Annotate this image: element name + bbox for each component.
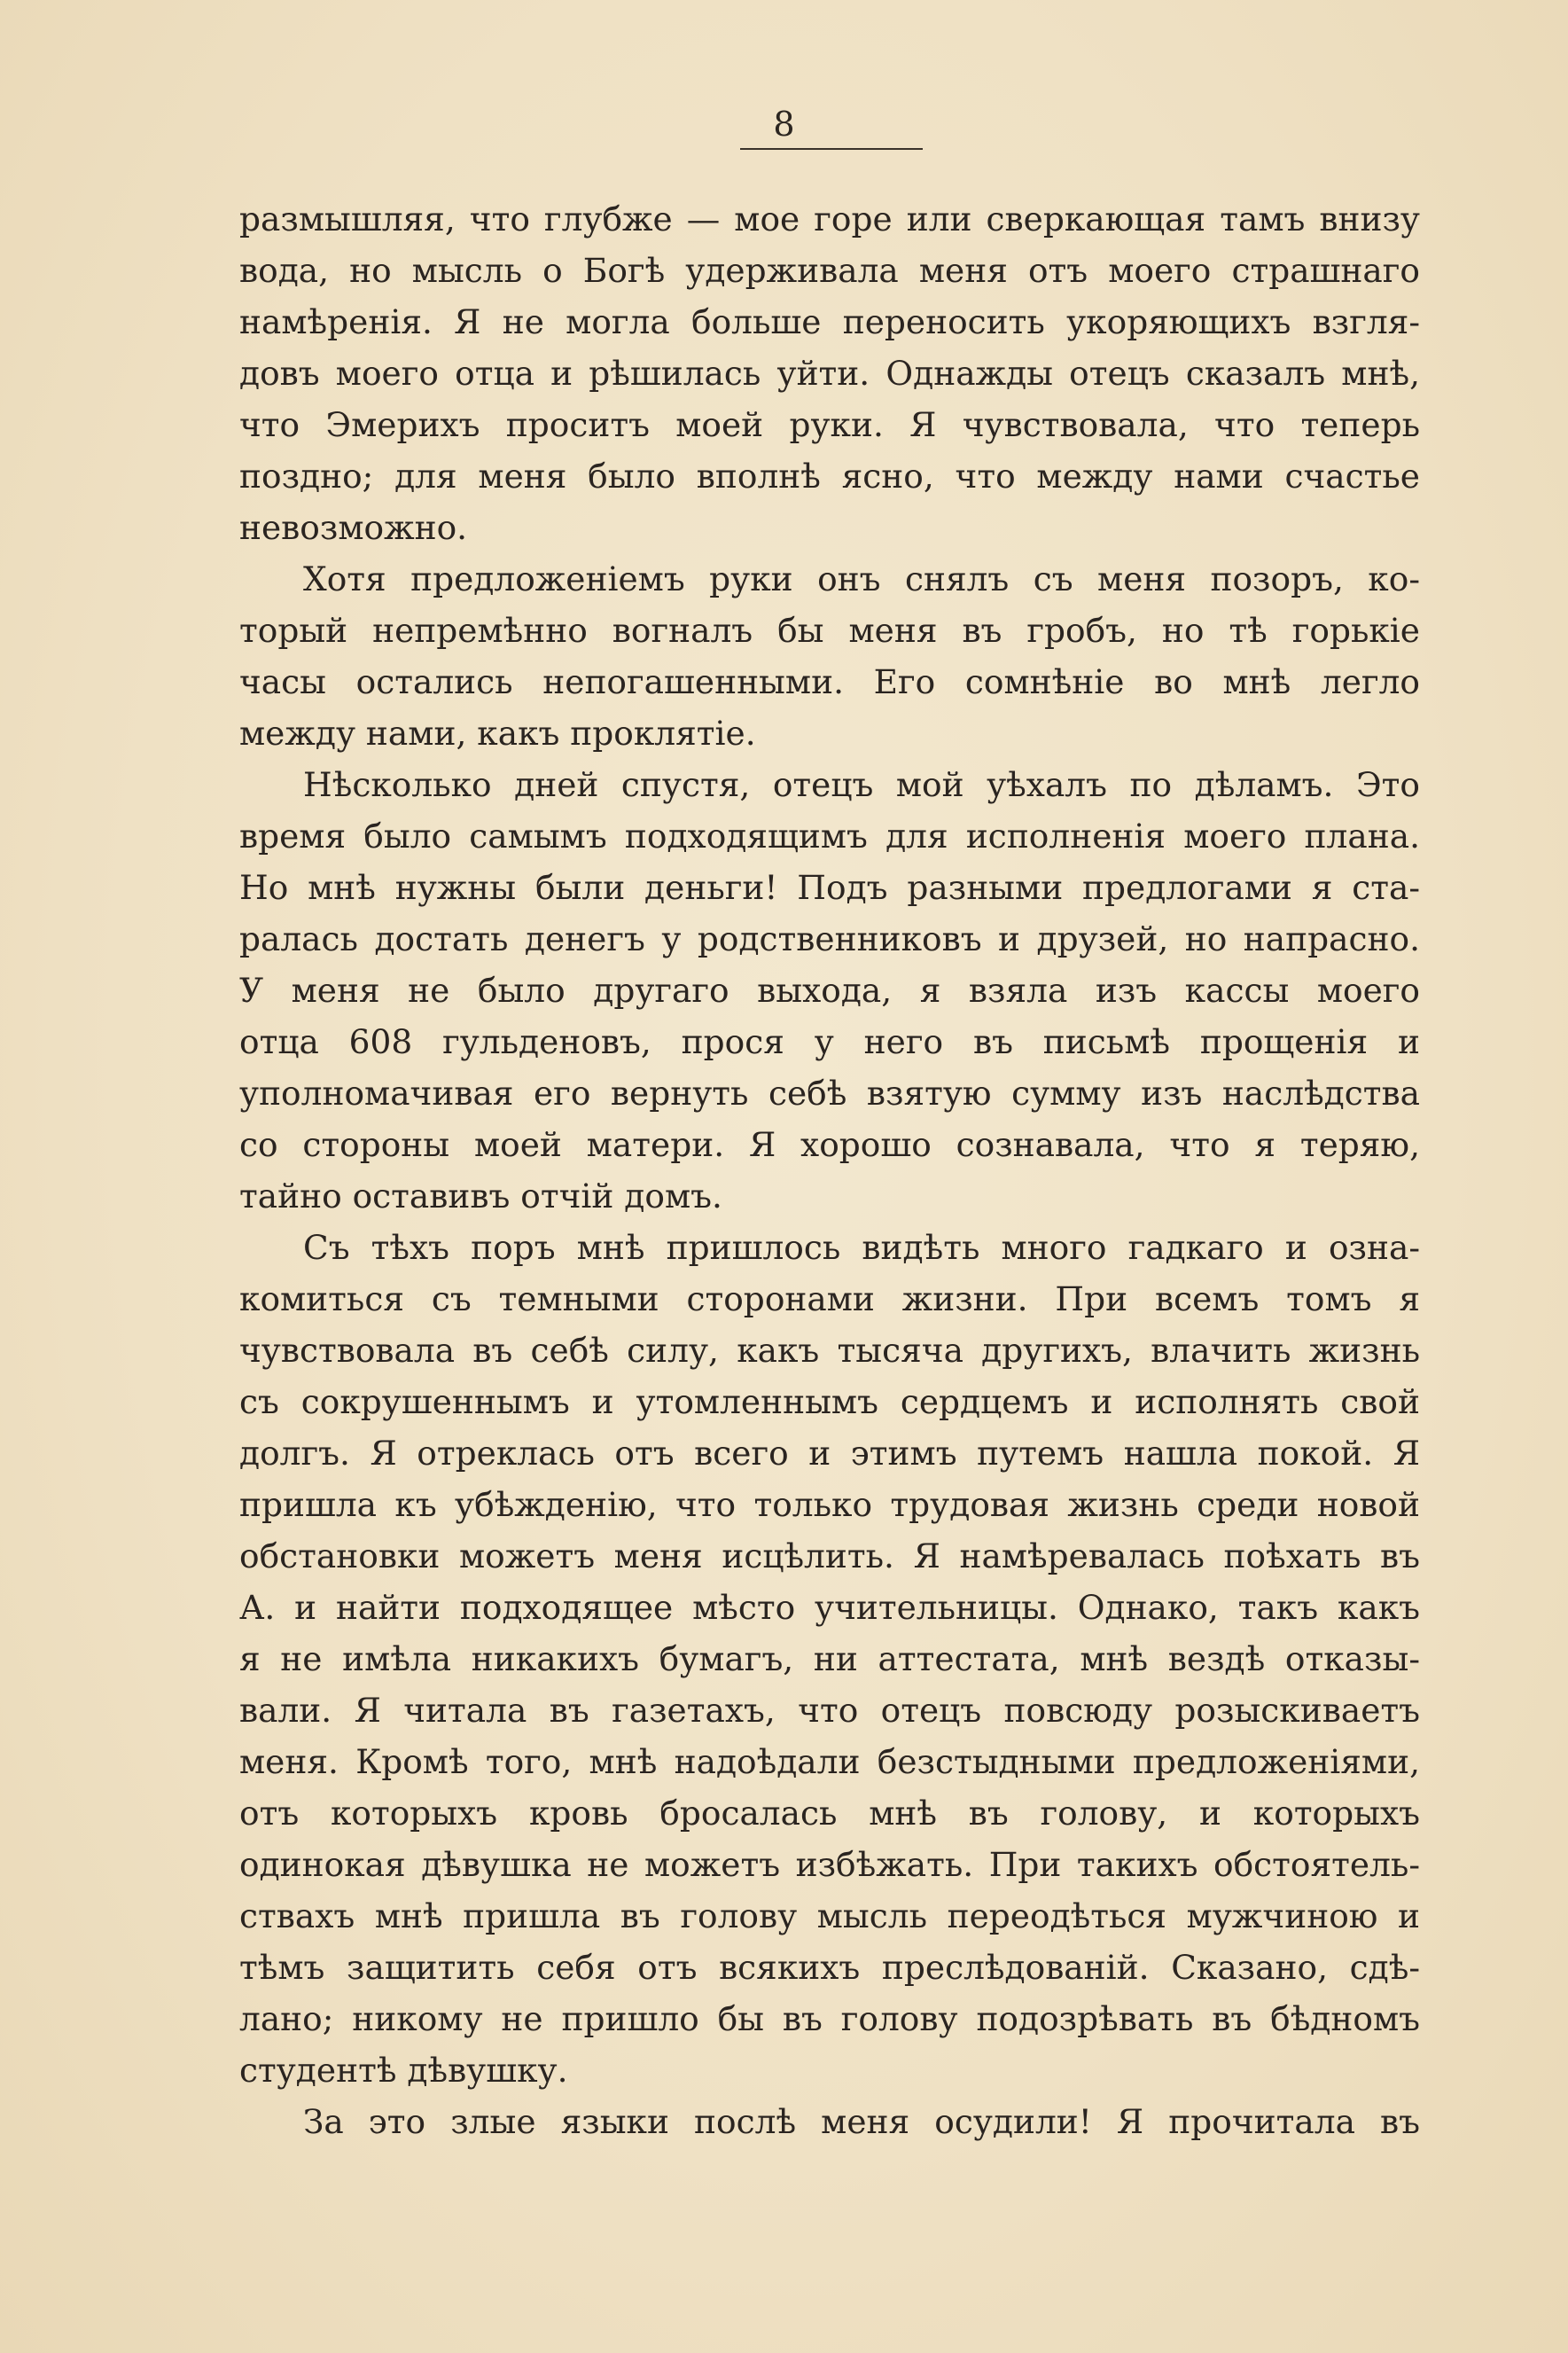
text-line: долгъ. Я отреклась отъ всего и этимъ путемъ нашла покой. Я bbox=[239, 1434, 1420, 1473]
text-line: поздно; для меня было вполнѣ ясно, что между нами счастье bbox=[239, 457, 1420, 496]
text-line: я не имѣла никакихъ бумагъ, ни аттестата, мнѣ вездѣ отказы- bbox=[239, 1639, 1420, 1678]
text-line: отъ которыхъ кровь бросалась мнѣ въ голову, и которыхъ bbox=[239, 1794, 1420, 1833]
text-line: студентѣ дѣвушку. bbox=[239, 2051, 568, 2090]
text-line: А. и найти подходящее мѣсто учительницы. Однако, такъ какъ bbox=[239, 1588, 1420, 1627]
text-line: тайно оставивъ отчій домъ. bbox=[239, 1176, 722, 1216]
text-line: невозможно. bbox=[239, 508, 468, 547]
text-line: часы остались непогашенными. Его сомнѣніе во мнѣ легло bbox=[239, 662, 1420, 701]
text-line: комиться съ темными сторонами жизни. При всемъ томъ я bbox=[239, 1279, 1420, 1318]
text-line: ралась достать денегъ у родственниковъ и друзей, но напрасно. bbox=[239, 919, 1420, 958]
text-line: время было самымъ подходящимъ для исполненія моего плана. bbox=[239, 817, 1420, 856]
text-line: съ сокрушеннымъ и утомленнымъ сердцемъ и исполнять свой bbox=[239, 1382, 1420, 1421]
header-rule bbox=[740, 148, 923, 150]
text-line: довъ моего отца и рѣшилась уйти. Однажды отецъ сказалъ мнѣ, bbox=[239, 354, 1420, 393]
text-line: Нѣсколько дней спустя, отецъ мой уѣхалъ по дѣламъ. Это bbox=[303, 765, 1420, 804]
text-line: со стороны моей матери. Я хорошо сознавала, что я теряю, bbox=[239, 1125, 1420, 1164]
text-line: уполномачивая его вернуть себѣ взятую сумму изъ наслѣдства bbox=[239, 1074, 1420, 1113]
text-line: между нами, какъ проклятіе. bbox=[239, 714, 756, 753]
text-line: Но мнѣ нужны были деньги! Подъ разными предлогами я ста- bbox=[239, 868, 1420, 907]
text-line: лано; никому не пришло бы въ голову подозрѣвать въ бѣдномъ bbox=[239, 1999, 1420, 2038]
text-line: За это злые языки послѣ меня осудили! Я прочитала въ bbox=[303, 2102, 1420, 2141]
text-line: Съ тѣхъ поръ мнѣ пришлось видѣть много гадкаго и озна- bbox=[303, 1228, 1420, 1267]
page-number: 8 bbox=[773, 105, 795, 144]
text-line: ствахъ мнѣ пришла въ голову мысль переодѣться мужчиною и bbox=[239, 1896, 1420, 1935]
text-line: торый непремѣнно вогналъ бы меня въ гробъ, но тѣ горькіе bbox=[239, 611, 1420, 650]
text-line: Хотя предложеніемъ руки онъ снялъ съ меня позоръ, ко- bbox=[303, 559, 1420, 598]
text-line: пришла къ убѣжденію, что только трудовая жизнь среди новой bbox=[239, 1485, 1420, 1524]
text-line: что Эмерихъ проситъ моей руки. Я чувствовала, что теперь bbox=[239, 405, 1420, 444]
text-line: одинокая дѣвушка не можетъ избѣжать. При такихъ обстоятель- bbox=[239, 1845, 1420, 1884]
body-text bbox=[239, 193, 1420, 2147]
text-line: вали. Я читала въ газетахъ, что отецъ повсюду розыскиваетъ bbox=[239, 1691, 1420, 1730]
text-line: тѣмъ защитить себя отъ всякихъ преслѣдованій. Сказано, сдѣ- bbox=[239, 1948, 1420, 1987]
text-line: чувствовала въ себѣ силу, какъ тысяча другихъ, влачить жизнь bbox=[239, 1331, 1420, 1370]
text-line: У меня не было другаго выхода, я взяла изъ кассы моего bbox=[239, 971, 1420, 1010]
text-line: обстановки можетъ меня исцѣлить. Я намѣревалась поѣхать въ bbox=[239, 1536, 1420, 1575]
text-line: размышляя, что глубже — мое горе или сверкающая тамъ внизу bbox=[239, 199, 1420, 238]
text-line: отца 608 гульденовъ, прося у него въ письмѣ прощенія и bbox=[239, 1022, 1420, 1061]
text-line: меня. Кромѣ того, мнѣ надоѣдали безстыдными предложеніями, bbox=[239, 1742, 1420, 1781]
text-line: намѣренія. Я не могла больше переносить укоряющихъ взгля- bbox=[239, 302, 1420, 341]
text-line: вода, но мысль о Богѣ удерживала меня отъ моего страшнаго bbox=[239, 251, 1420, 290]
